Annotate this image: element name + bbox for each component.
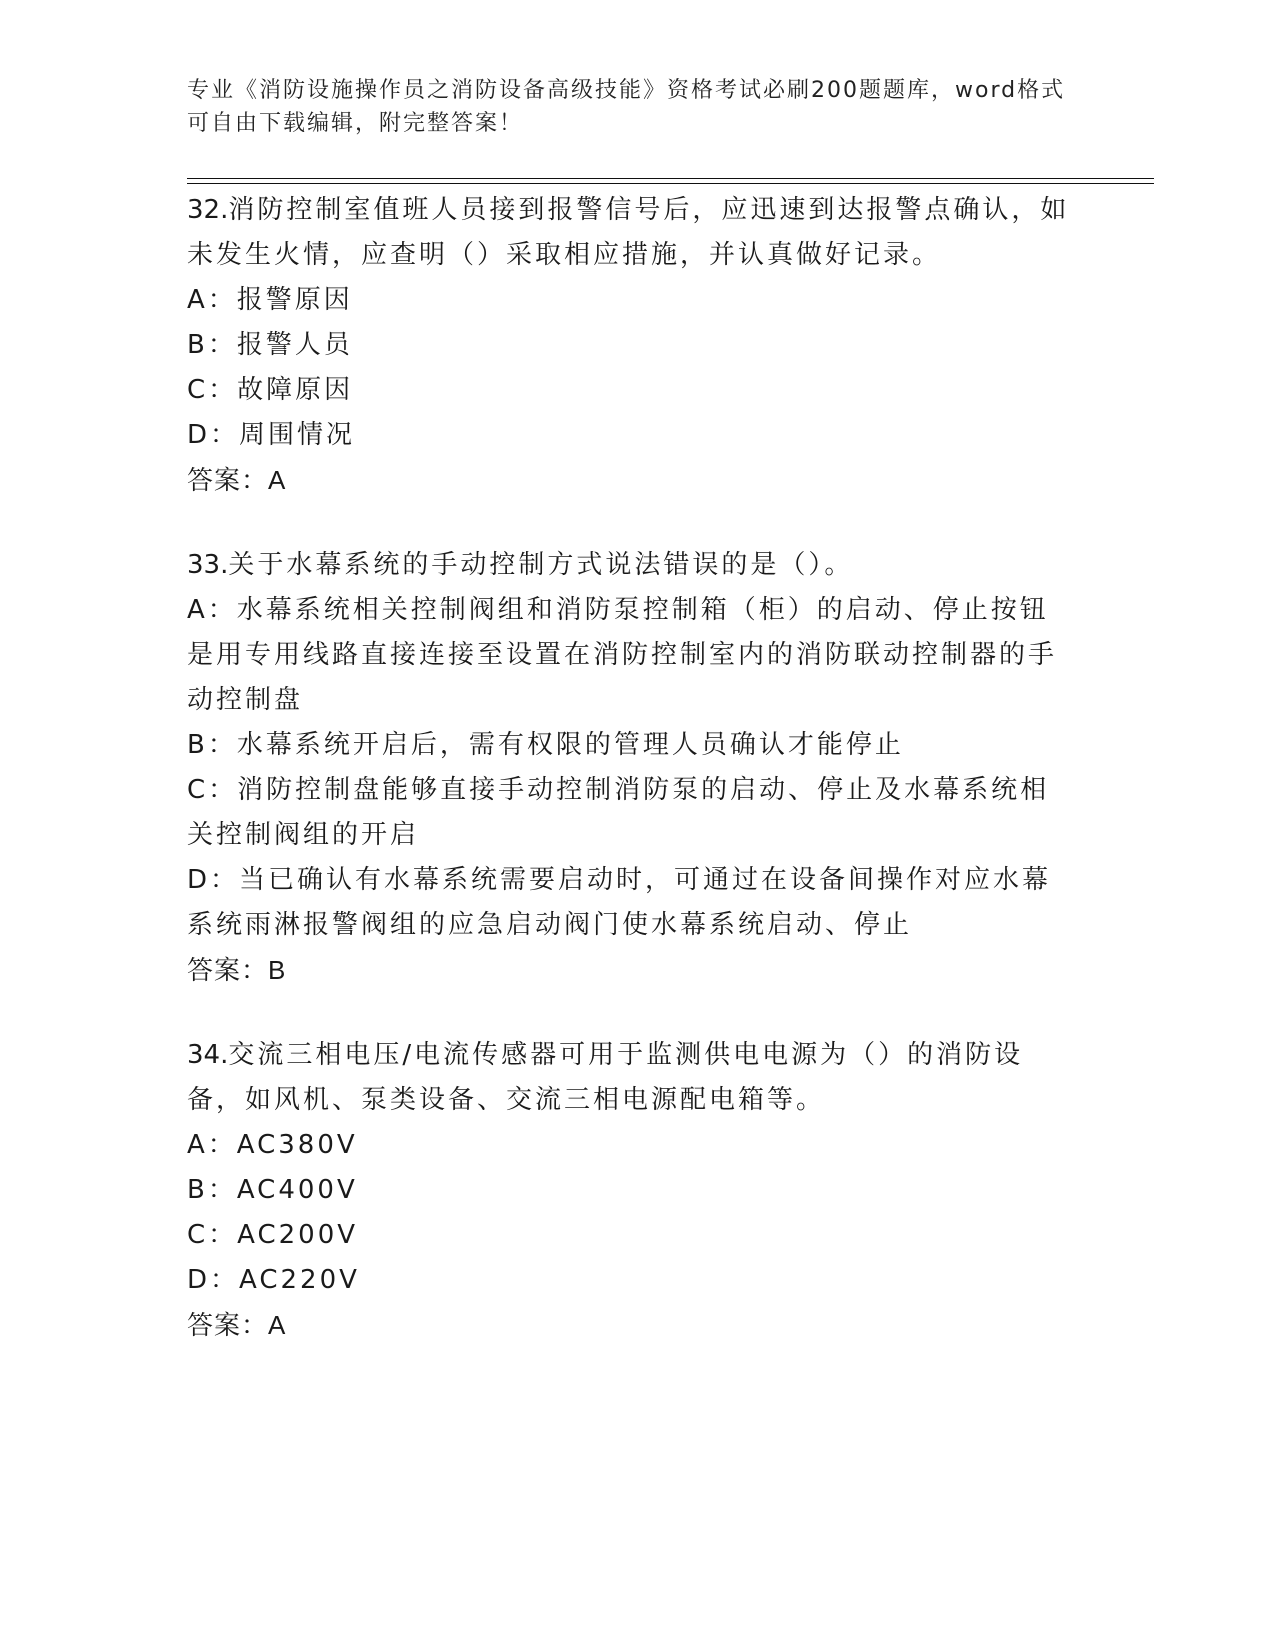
question-number: 33. bbox=[187, 550, 229, 580]
option-c: C：AC200V bbox=[187, 1220, 359, 1250]
question-text: 消防控制室值班人员接到报警信号后，应迅速到达报警点确认，如未发生火情，应查明（）采取相应措施，并认真做好记录。 bbox=[187, 195, 1070, 270]
answer-line: 答案：A bbox=[187, 1310, 287, 1340]
question-stem bbox=[187, 188, 1077, 278]
question-stem bbox=[187, 543, 1077, 588]
option-a: A：报警原因 bbox=[187, 285, 353, 315]
option-d: D：AC220V bbox=[187, 1265, 360, 1295]
option-c: C：消防控制盘能够直接手动控制消防泵的启动、停止及水幕系统相关控制阀组的开启 bbox=[187, 775, 1050, 850]
header-divider-top bbox=[187, 178, 1154, 179]
option-a: A：水幕系统相关控制阀组和消防泵控制箱（柜）的启动、停止按钮是用专用线路直接连接至设置在消防控制室内的消防联动控制器的手动控制盘 bbox=[187, 595, 1058, 715]
option-b: B：水幕系统开启后，需有权限的管理人员确认才能停止 bbox=[187, 730, 904, 760]
question-34 bbox=[187, 1033, 1077, 1348]
header-divider-bottom bbox=[187, 183, 1154, 184]
question-33 bbox=[187, 543, 1077, 993]
question-number: 32. bbox=[187, 195, 229, 225]
option-b: B：报警人员 bbox=[187, 330, 353, 360]
option-b: B：AC400V bbox=[187, 1175, 358, 1205]
question-text: 交流三相电压/电流传感器可用于监测供电电源为（）的消防设备，如风机、泵类设备、交流三相电源配电箱等。 bbox=[187, 1040, 1024, 1115]
document-header: 专业《消防设施操作员之消防设备高级技能》资格考试必刷200题题库，word格式可自由下载编辑，附完整答案！ bbox=[187, 78, 1066, 136]
option-c: C：故障原因 bbox=[187, 375, 354, 405]
question-stem bbox=[187, 1033, 1077, 1123]
option-a: A：AC380V bbox=[187, 1130, 358, 1160]
question-list bbox=[187, 188, 1077, 1388]
question-text: 关于水幕系统的手动控制方式说法错误的是（）。 bbox=[228, 550, 854, 580]
question-number: 34. bbox=[187, 1040, 229, 1070]
question-32 bbox=[187, 188, 1077, 503]
answer-line: 答案：B bbox=[187, 955, 287, 985]
option-d: D：当已确认有水幕系统需要启动时，可通过在设备间操作对应水幕系统雨淋报警阀组的应急启动阀门使水幕系统启动、停止 bbox=[187, 865, 1052, 940]
option-d: D：周围情况 bbox=[187, 420, 356, 450]
answer-line: 答案：A bbox=[187, 465, 287, 495]
